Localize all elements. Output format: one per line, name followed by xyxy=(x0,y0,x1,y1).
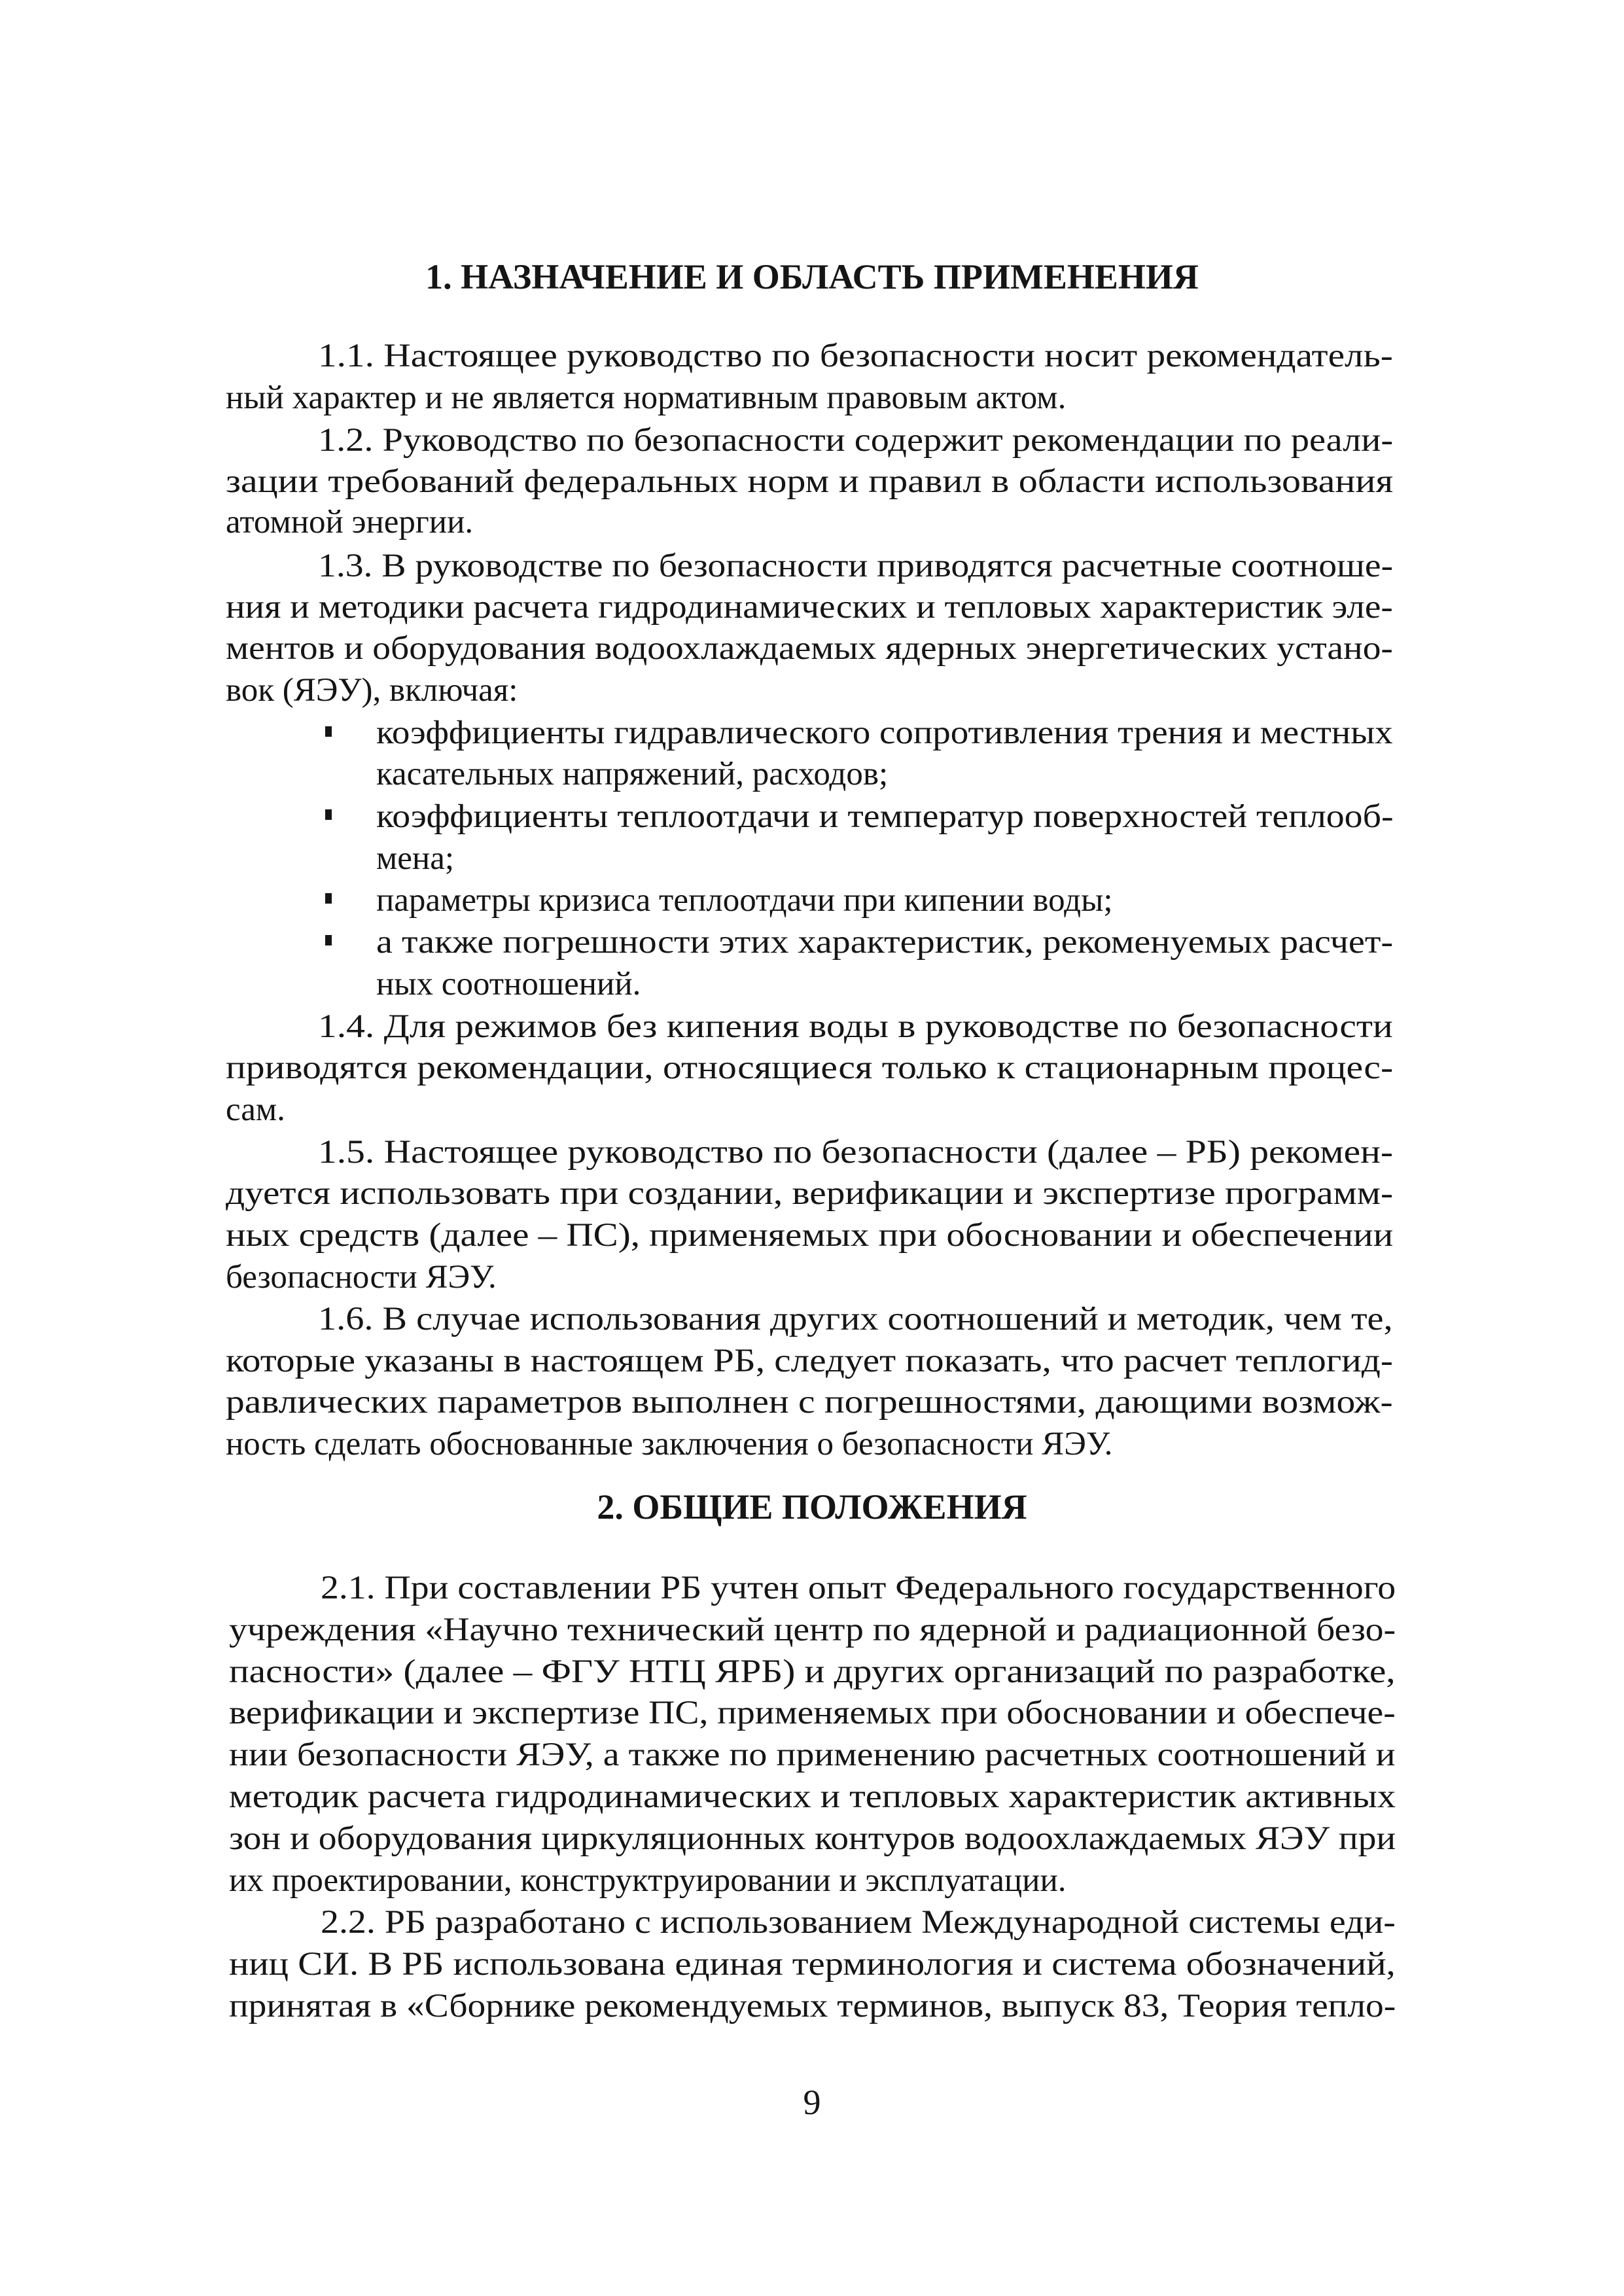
bullet-marker xyxy=(325,809,332,820)
paragraph-2-2-line: принятая в «Сборнике рекомендуемых терминов, выпуск 83, Теория тепло- xyxy=(229,1988,1396,2024)
paragraph-1-2-line: зации требований федеральных норм и правил в области использования xyxy=(226,463,1394,500)
list-item-line: ных соотношений. xyxy=(376,966,641,1002)
bullet-marker xyxy=(325,893,332,904)
paragraph-1-5-line: ных средств (далее – ПС), применяемых при обосновании и обеспечении xyxy=(226,1217,1394,1254)
paragraph-1-4-line: 1.4. Для режимов без кипения воды в руководстве по безопасности xyxy=(318,1008,1393,1045)
list-item-line: а также погрешности этих характеристик, рекоменуемых расчет- xyxy=(376,924,1394,961)
paragraph-2-2-line: ниц СИ. В РБ использована единая терминология и система обозначений, xyxy=(229,1946,1396,1983)
paragraph-1-6-line: ность сделать обоснованные заключения о безопасности ЯЭУ. xyxy=(226,1426,1113,1462)
list-item-line: коэффициенты теплоотдачи и температур поверхностей теплооб- xyxy=(376,798,1394,835)
paragraph-1-2-line: атомной энергии. xyxy=(226,504,474,540)
paragraph-1-4-line: сам. xyxy=(226,1091,285,1128)
list-item-line: параметры кризиса теплоотдачи при кипении воды; xyxy=(376,882,1113,919)
bullet-marker xyxy=(325,726,332,737)
paragraph-2-1-line: зон и оборудования циркуляционных контуров водоохлаждаемых ЯЭУ при xyxy=(229,1820,1396,1857)
paragraph-2-1-line: верификации и экспертизе ПС, применяемых при обосновании и обеспече- xyxy=(229,1695,1396,1731)
paragraph-1-5-line: безопасности ЯЭУ. xyxy=(226,1259,497,1296)
paragraph-1-6-line: равлических параметров выполнен с погрешностями, дающими возмож- xyxy=(226,1384,1393,1421)
section-1-heading: 1. НАЗНАЧЕНИЕ И ОБЛАСТЬ ПРИМЕНЕНИЯ xyxy=(425,257,1199,296)
paragraph-1-1-line: 1.1. Настоящее руководство по безопасности носит рекомендатель- xyxy=(318,338,1393,374)
paragraph-1-6-line: которые указаны в настоящем РБ, следует показать, что расчет теплогид- xyxy=(226,1343,1393,1379)
paragraph-1-5-line: 1.5. Настоящее руководство по безопасности (далее – РБ) рекомен- xyxy=(318,1134,1394,1171)
paragraph-1-3-line: 1.3. В руководстве по безопасности приводятся расчетные соотноше- xyxy=(318,548,1394,584)
paragraph-2-2-line: 2.2. РБ разработано с использованием Международной системы еди- xyxy=(321,1904,1396,1941)
paragraph-1-6-line: 1.6. В случае использования других соотношений и методик, чем те, xyxy=(318,1301,1393,1337)
paragraph-1-3-line: вок (ЯЭУ), включая: xyxy=(226,672,518,709)
paragraph-2-1-line: нии безопасности ЯЭУ, а также по применению расчетных соотношений и xyxy=(229,1737,1396,1773)
list-item-line: касательных напряжений, расходов; xyxy=(376,756,889,792)
paragraph-1-2-line: 1.2. Руководство по безопасности содержит рекомендации по реали- xyxy=(318,422,1394,459)
paragraph-1-4-line: приводятся рекомендации, относящиеся только к стационарным процес- xyxy=(226,1050,1394,1086)
list-item-line: коэффициенты гидравлического сопротивления трения и местных xyxy=(376,715,1393,751)
paragraph-2-1-line: 2.1. При составлении РБ учтен опыт Федерального государственного xyxy=(321,1570,1396,1606)
section-2-heading: 2. ОБЩИЕ ПОЛОЖЕНИЯ xyxy=(597,1487,1027,1527)
bullet-marker xyxy=(325,935,332,945)
paragraph-2-1-line: учреждения «Научно технический центр по ядерной и радиационной безо- xyxy=(229,1612,1396,1648)
list-item-line: мена; xyxy=(376,840,455,877)
paragraph-1-5-line: дуется использовать при создании, верификации и экспертизе программ- xyxy=(226,1175,1394,1212)
page-number: 9 xyxy=(803,2083,821,2122)
paragraph-1-1-line: ный характер и не является нормативным правовым актом. xyxy=(226,380,1067,416)
paragraph-1-3-line: ния и методики расчета гидродинамических и тепловых характеристик эле- xyxy=(226,589,1393,626)
paragraph-2-1-line: методик расчета гидродинамических и тепловых характеристик активных xyxy=(229,1778,1396,1815)
paragraph-1-3-line: ментов и оборудования водоохлаждаемых ядерных энергетических устано- xyxy=(226,630,1393,667)
paragraph-2-1-line: их проектировании, конструктруировании и эксплуатации. xyxy=(229,1862,1067,1899)
paragraph-2-1-line: пасности» (далее – ФГУ НТЦ ЯРБ) и других организаций по разработке, xyxy=(229,1653,1396,1690)
